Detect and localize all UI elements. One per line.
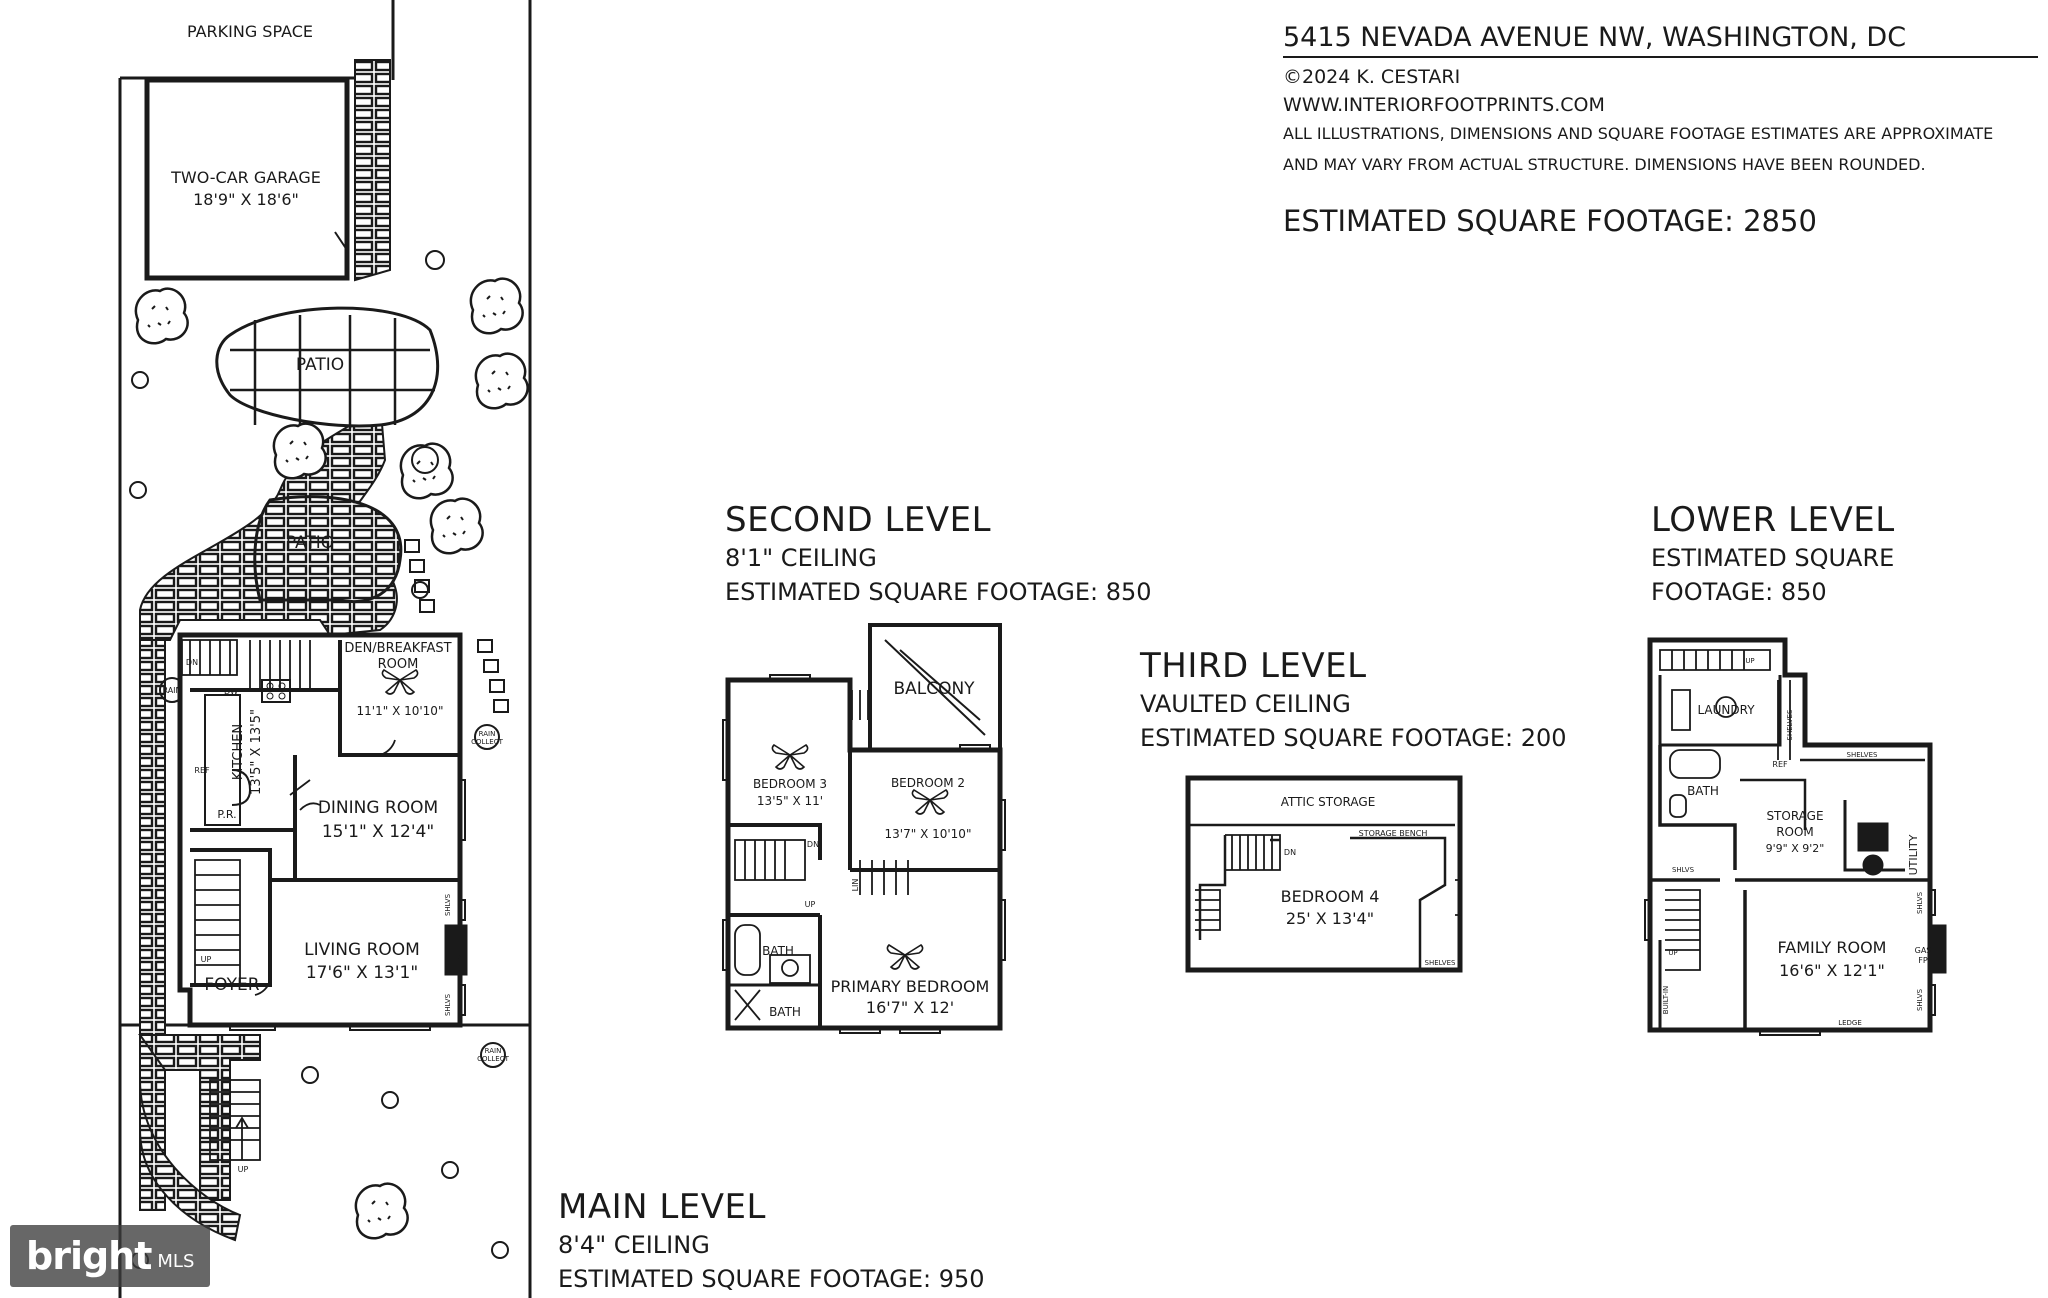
gas-fp-label: FP [1918,956,1928,965]
lin-label: LIN [851,878,860,892]
second-level-ceiling: 8'1" CEILING [725,544,877,572]
bedroom2-dim: 13'7" X 10'10" [884,827,972,841]
ledge-label: LEDGE [1838,1019,1862,1027]
third-level-sqft: ESTIMATED SQUARE FOOTAGE: 200 [1140,724,1567,752]
third-shelves-label: SHELVES [1424,959,1456,967]
watermark-brand: bright [26,1234,152,1278]
bedroom2-label: BEDROOM 2 [890,776,966,790]
storage-label: STORAGE [1766,809,1824,823]
disclaimer-line-2: AND MAY VARY FROM ACTUAL STRUCTURE. DIMENSIONS HAVE BEEN ROUNDED. [1283,155,1926,174]
living-label: LIVING ROOM [304,940,420,960]
shelves-label-1: SHELVES [1786,709,1794,741]
watermark-suffix: MLS [157,1250,195,1272]
ref-label: REF [194,766,210,775]
second-level-title: SECOND LEVEL [725,500,992,540]
attic-label: ATTIC STORAGE [1280,795,1376,809]
parking-label: PARKING SPACE [186,22,314,41]
laundry-label: LAUNDRY [1697,703,1755,717]
kitchen-label: KITCHEN [231,723,246,781]
utility-label: UTILITY [1907,834,1920,876]
dining-label: DINING ROOM [317,798,439,818]
bath-label-1: BATH [762,944,794,958]
family-label: FAMILY ROOM [1777,938,1887,957]
second-level-sqft: ESTIMATED SQUARE FOOTAGE: 850 [725,578,1152,606]
website-text: WWW.INTERIORFOOTPRINTS.COM [1283,94,1605,116]
rain-collect-label-1b: COLLECT [471,738,503,746]
primary-dim: 16'7" X 12' [865,998,955,1017]
bath-label-2: BATH [769,1005,801,1019]
main-level-title: MAIN LEVEL [558,1187,766,1227]
lower-shlvs-label-2: SHLVS [1916,891,1924,915]
shlvs-label-1: SHLVS [444,893,452,917]
pr-label: P.R. [217,808,237,821]
shlvs-label-2: SHLVS [444,993,452,1017]
bright-mls-watermark [10,1225,210,1287]
rain-collect-label-2: RAIN [484,1047,502,1055]
den-label-b: ROOM [377,657,419,672]
primary-label: PRIMARY BEDROOM [830,977,990,996]
kitchen-dim: 13'5" X 13'5" [249,709,264,795]
lower-up-label-2: UP [1668,949,1678,957]
foyer-label: FOYER [204,975,260,995]
garage-name-label: TWO-CAR GARAGE [171,168,321,187]
lower-ref-label: REF [1772,760,1788,769]
dn-back-label: DN [185,658,199,667]
dining-dim: 15'1" X 12'4" [321,822,435,842]
lower-shlvs-label-1: SHLVS [1671,866,1695,874]
lower-level-sqft: FOOTAGE: 850 [1651,578,1827,606]
garage-dim-label: 18'9" X 18'6" [193,190,299,209]
main-level-sqft: ESTIMATED SQUARE FOOTAGE: 950 [558,1265,985,1293]
bedroom4-dim: 25' X 13'4" [1285,909,1375,928]
address-title: 5415 NEVADA AVENUE NW, WASHINGTON, DC [1283,22,1907,53]
total-sqft: ESTIMATED SQUARE FOOTAGE: 2850 [1283,204,1817,238]
shelves-label-2: SHELVES [1846,751,1878,759]
second-up-label: UP [804,900,816,909]
den-dim: 11'1" X 10'10" [356,704,444,718]
lower-level-title: LOWER LEVEL [1651,500,1895,540]
main-up-label: UP [200,955,212,964]
bedroom4-label: BEDROOM 4 [1280,887,1380,906]
patio-label-1: PATIO [295,355,345,375]
third-level-ceiling: VAULTED CEILING [1140,690,1351,718]
lower-bath-label: BATH [1687,784,1719,798]
gas-label: GAS [1914,946,1932,955]
living-dim: 17'6" X 13'1" [305,963,419,983]
main-level-ceiling: 8'4" CEILING [558,1231,710,1259]
storage-dim: 9'9" X 9'2" [1765,842,1825,855]
lower-up-label-1: UP [1745,657,1755,665]
disclaimer-line-1: ALL ILLUSTRATIONS, DIMENSIONS AND SQUARE FOOTAGE ESTIMATES ARE APPROXIMATE [1283,124,1994,143]
rain-collect-label-1: RAIN [478,730,496,738]
rain-collect-label-2b: COLLECT [477,1055,509,1063]
dw-label: DW [223,687,239,696]
rain-label: RAIN [162,686,182,695]
storage-label-b: ROOM [1776,825,1814,839]
up-front-label: UP [237,1165,249,1174]
third-dn-label: DN [1283,848,1297,857]
lower-shlvs-label-3: SHLVS [1916,988,1924,1012]
third-level-title: THIRD LEVEL [1140,646,1367,686]
second-dn-label: DN [806,840,820,849]
address-underline [1283,56,2038,58]
fp-label: FP [452,954,462,962]
built-in-label: BUILT-IN [1662,985,1670,1015]
copyright-text: ©2024 K. CESTARI [1283,66,1461,88]
bedroom3-dim: 13'5" X 11' [756,794,824,808]
family-dim: 16'6" X 12'1" [1779,961,1885,980]
bench-label: STORAGE BENCH [1358,829,1428,838]
den-label: DEN/BREAKFAST [344,641,452,656]
site-plan [120,0,530,1298]
patio-label-2: PATIO [285,533,335,553]
bedroom3-label: BEDROOM 3 [752,777,828,791]
balcony-label: BALCONY [893,679,975,699]
lower-level-ceiling: ESTIMATED SQUARE [1651,544,1895,572]
